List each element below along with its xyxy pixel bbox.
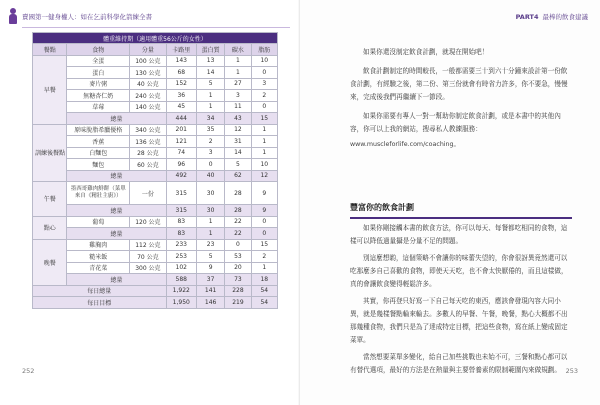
table-cell: 12 [251,170,277,182]
table-cell: 31 [225,136,251,148]
book-title: 賣國第一健身權人：如在乞前科學化箭練全書 [22,12,152,21]
table-cell: 83 [166,228,196,240]
table-cell: 總量 [67,113,166,125]
table-cell: 葡萄 [67,216,130,228]
column-header: 食物 [67,44,130,56]
table-cell: 300 公克 [130,262,166,274]
chapter-label: 最棒的飲食建議 [542,13,588,21]
table-cell: 37 [196,274,224,286]
table-cell: 588 [166,274,196,286]
table-cell: 34 [196,113,224,125]
column-header: 蛋白質 [196,44,224,56]
table-cell: 1 [251,136,277,148]
column-header: 卡路里 [166,44,196,56]
table-cell: 492 [166,170,196,182]
meal-label: 晚餐 [33,239,67,285]
table-cell: 2 [251,251,277,263]
right-page [300,0,600,405]
table-cell: 原味脫脂希臘優格 [67,124,130,136]
table-cell: 麥片粥 [67,78,130,90]
table-row [33,78,278,90]
table-cell: 45 [166,101,196,113]
table-cell: 121 [166,136,196,148]
table-cell: 5 [225,159,251,171]
table-cell: 40 [196,170,224,182]
table-cell: 0 [251,101,277,113]
table-cell: 143 [166,55,196,67]
table-cell: 14 [225,147,251,159]
table-cell: 23 [196,239,224,251]
table-cell: 0 [251,67,277,79]
table-cell: 麵包 [67,159,130,171]
table-cell: 60 公克 [130,159,166,171]
table-cell: 28 公克 [130,147,166,159]
table-row [33,251,278,263]
column-header: 碳水 [225,44,251,56]
paragraph-7: 當然想要菜單多變化，給自己加些挑戰也未始不可，三餐和點心都可以有替代選項，最好的方法是在熱量與主要營養素的限制範圍內來做規劃。 [350,353,568,374]
table-row [33,239,278,251]
table-cell: 5 [196,251,224,263]
table-cell: 68 [166,67,196,79]
table-cell: 112 公克 [130,239,166,251]
paragraph-3: 如果你需要有專人一對一幫助你制定飲食計劃，或是本書中的其他內容，你可以上我的網站，搜尋私人教練服務： [350,112,561,133]
table-cell: 83 [166,216,196,228]
table-cell: 18 [251,274,277,286]
subtotal-row [33,297,278,309]
table-row [33,136,278,148]
table-cell: 96 [166,159,196,171]
table-cell: 1 [225,55,251,67]
table-cell: 9 [251,205,277,217]
section-heading [350,202,570,219]
table-cell: 315 [166,182,196,205]
table-cell: 蛋白 [67,67,130,79]
table-row [33,182,278,205]
table-cell: 3 [225,90,251,102]
subtotal-row [33,228,278,240]
table-cell: 1 [251,147,277,159]
table-cell: 340 公克 [130,124,166,136]
table-cell: 102 [166,262,196,274]
table-column-headers [33,44,278,56]
column-header: 分量 [130,44,166,56]
table-cell: 10 [251,159,277,171]
table-cell: 28 [225,182,251,205]
table-cell: 40 公克 [130,78,166,90]
table-cell: 0 [225,239,251,251]
diet-plan-table [32,32,278,309]
paragraph-1: 如果你還沒制定飲食計劃，就現在開始吧！ [363,48,489,56]
table-cell: 219 [225,297,251,309]
table-cell: 444 [166,113,196,125]
table-cell: 253 [166,251,196,263]
column-header: 餐點 [33,44,67,56]
page-number-left: 252 [22,367,35,375]
subtotal-row [33,285,278,297]
table-cell: 香蕉 [67,136,130,148]
coaching-url[interactable]: www.muscleforlife.com/coaching。 [350,141,460,148]
table-cell: 草莓 [67,101,130,113]
table-cell: 152 [166,78,196,90]
table-cell: 15 [251,239,277,251]
table-cell: 120 公克 [130,216,166,228]
table-cell: 14 [196,67,224,79]
table-cell: 146 [196,297,224,309]
table-cell: 1 [251,262,277,274]
table-cell: 12 [225,124,251,136]
table-cell: 2 [251,90,277,102]
table-cell: 3 [196,147,224,159]
table-cell: 每日目標 [33,297,167,309]
part-label: PART4 [515,13,539,21]
table-cell: 1 [196,228,224,240]
table-cell: 無糖杏仁奶 [67,90,130,102]
left-running-header [8,8,152,24]
table-row [33,216,278,228]
paragraph-2: 飲食計劃制定的時間較長，一般都需要三十到六十分鐘來設計第一份飲食計劃，有經驗之後，第二份、第三份就會有時省力許多，你不要急，慢慢來，完成後我們再繼續下一節段。 [350,67,568,101]
table-cell: 總量 [67,274,166,286]
table-cell: 10 [251,55,277,67]
table-cell: 20 [225,262,251,274]
subtotal-row [33,205,278,217]
table-cell: 13 [196,55,224,67]
table-row [33,101,278,113]
table-row [33,90,278,102]
table-cell: 141 [196,285,224,297]
table-cell: 70 公克 [130,251,166,263]
page-number-right: 253 [565,367,578,375]
table-cell: 9 [251,182,277,205]
table-cell: 36 [166,90,196,102]
table-cell: 22 [225,216,251,228]
table-cell: 22 [225,228,251,240]
table-cell: 54 [251,297,277,309]
table-cell: 53 [225,251,251,263]
table-cell: 全蛋 [67,55,130,67]
meal-label: 早餐 [33,55,67,124]
table-cell: 墨西哥雞肉鮮餅（菜單來自《精壯主廚》） [67,182,130,205]
paragraph-6: 其實，你再登只好寫一下自己每天吃的東西，應該會發現內容大同小異，就是幾樣餐點輪來輪去。多數人的早餐、午餐，晚餐，點心大概都不出那幾種食物，我們只是為了達成特定目標，把這些食物，寫在紙上變成固定菜單。 [350,297,568,344]
table-cell: 11 [225,101,251,113]
table-cell: 0 [196,159,224,171]
table-cell: 總量 [67,228,166,240]
table-cell: 136 公克 [130,136,166,148]
table-cell: 1 [225,67,251,79]
table-cell: 3 [251,78,277,90]
table-caption: 體重維持期（適用體重56公斤的女性） [33,33,278,44]
table-cell: 140 公克 [130,101,166,113]
table-cell: 總量 [67,170,166,182]
table-cell: 2 [196,136,224,148]
table-cell: 43 [225,113,251,125]
table-cell: 54 [251,285,277,297]
table-cell: 1 [196,216,224,228]
table-cell: 30 [196,182,224,205]
paragraph-5: 別這麼想喲，這個策略不會讓你的味蕾失望的，你會很訝異竟然還可以吃那麼多自己喜歡的食物，即使天天吃，也不會太快厭倦的，而且這樣做，真的會讓飲食變得輕鬆許多。 [350,254,568,288]
table-cell: 5 [196,78,224,90]
table-cell: 9 [196,262,224,274]
right-running-header [516,12,588,21]
table-cell: 15 [251,113,277,125]
section-title: 豐富你的飲食計劃 [350,203,414,212]
table-cell: 62 [225,170,251,182]
table-cell: 74 [166,147,196,159]
table-cell: 228 [225,285,251,297]
meal-label: 點心 [33,216,67,239]
table-row [33,147,278,159]
section-underline [350,217,572,219]
table-cell: 240 公克 [130,90,166,102]
meal-label: 訓練後餐點 [33,124,67,182]
intro-text [350,46,570,151]
table-row [33,124,278,136]
table-cell: 1 [196,101,224,113]
table-cell: 1,950 [166,297,196,309]
table-row [33,67,278,79]
table-cell: 0 [251,216,277,228]
table-cell: 一份 [130,182,166,205]
table-cell: 糙米飯 [67,251,130,263]
table-cell: 315 [166,205,196,217]
table-cell: 73 [225,274,251,286]
paragraph-4: 如果你剛接觸本書的飲食方法，你可以每天、每餐都吃相同的食物，這樣可以降低過量攝是分量不足的問題。 [350,224,568,245]
table-cell: 1 [196,90,224,102]
table-cell: 總量 [67,205,166,217]
table-cell: 233 [166,239,196,251]
table-cell: 青花菜 [67,262,130,274]
column-header: 脂肪 [251,44,277,56]
table-cell: 100 公克 [130,55,166,67]
mascot-icon [8,8,18,24]
table-cell: 0 [251,228,277,240]
subtotal-row [33,113,278,125]
table-cell: 1,922 [166,285,196,297]
table-row [33,55,278,67]
table-cell: 白麵包 [67,147,130,159]
table-cell: 201 [166,124,196,136]
table-cell: 雞胸肉 [67,239,130,251]
table-cell: 1 [251,124,277,136]
table-cell: 130 公克 [130,67,166,79]
table-cell: 30 [196,205,224,217]
table-cell: 每日總量 [33,285,167,297]
subtotal-row [33,170,278,182]
table-cell: 35 [196,124,224,136]
table-cell: 28 [225,205,251,217]
table-row [33,159,278,171]
subtotal-row [33,274,278,286]
header-divider [22,27,290,28]
section-text [350,222,570,377]
table-cell: 27 [225,78,251,90]
table-row [33,262,278,274]
meal-label: 午餐 [33,182,67,217]
